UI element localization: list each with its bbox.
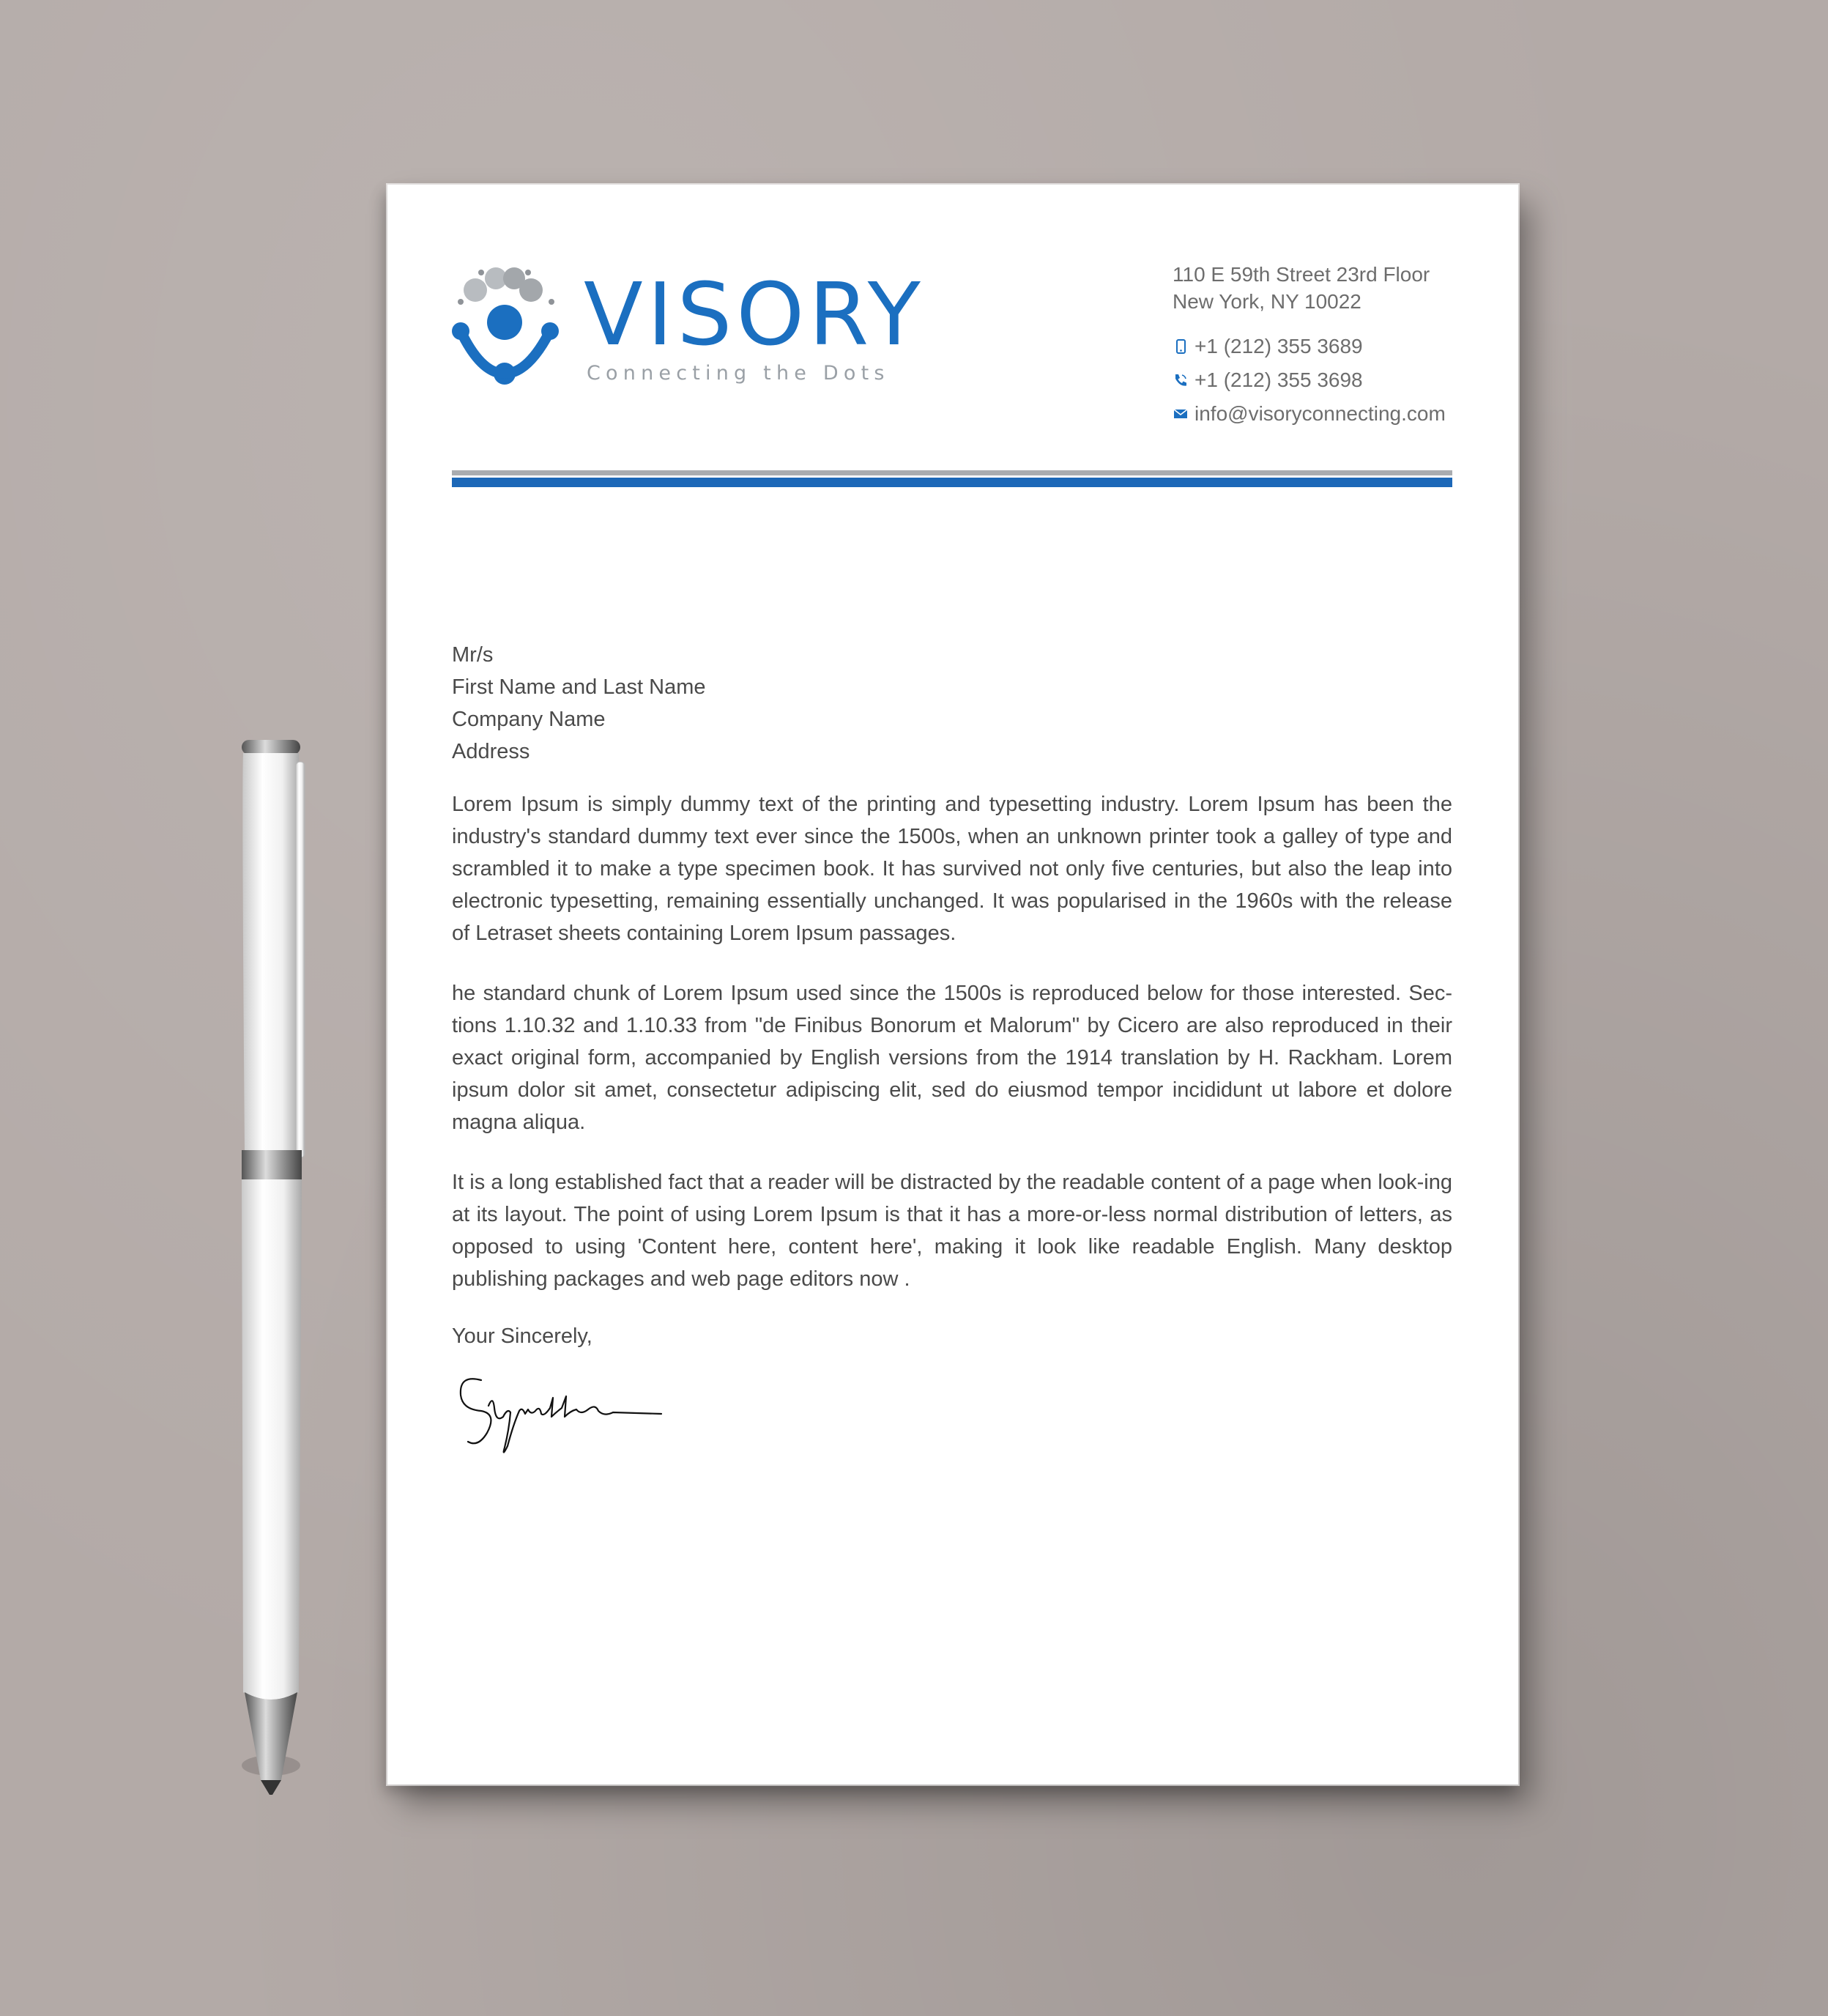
paragraph-2: he standard chunk of Lorem Ipsum used since the 1500s is reproduced below for those interested. Sec-tions 1.10.32 and 1.10.33 from "de Finibus Bonorum et Malorum" by Cicero are also reproduced in their exact original form, accompanied by English versions from the 1914 translation by H. Rackham. Lorem ipsum dolor sit amet, consectetur adipiscing elit, sed do eiusmod tempor incididunt ut labore et dolore magna aliqua. <box>452 982 1452 1134</box>
recipient-address: Address <box>452 740 530 763</box>
phone-mobile-row <box>1173 333 1487 360</box>
phone-office: +1 (212) 355 3698 <box>1194 368 1363 391</box>
email[interactable]: info@visoryconnecting.com <box>1194 402 1446 425</box>
recipient-salutation: Mr/s <box>452 643 494 667</box>
envelope-icon <box>1173 406 1189 422</box>
brand-name: VISORY <box>584 264 925 365</box>
letterhead-paper <box>387 185 1518 1785</box>
contact-block <box>1173 261 1487 427</box>
email-row <box>1173 400 1487 427</box>
phone-office-row <box>1173 366 1487 393</box>
phone-mobile: +1 (212) 355 3689 <box>1194 335 1363 357</box>
paragraph-1: Lorem Ipsum is simply dummy text of the printing and typesetting industry. Lorem Ipsum has been the industry's standard dummy text ever since the 1500s, when an unknown printer took a galley of type and scrambled it to make a type specimen book. It has survived not only five centuries, but also the leap into electronic typesetting, remaining essentially unchanged. It was popularised in the 1960s with the release of Letraset sheets containing Lorem Ipsum passages. <box>452 793 1452 945</box>
paragraph-3: It is a long established fact that a reader will be distracted by the readable content of a page when look-ing at its layout. The point of using Lorem Ipsum is that it has a more-or-less normal distribution of letters, as opposed to using 'Content here, content here', making it look like readable English. Many desktop publishing packages and web page editors now . <box>452 1171 1452 1291</box>
closing: Your Sincerely, <box>452 1324 592 1348</box>
brand-tagline: Connecting the Dots <box>587 362 890 385</box>
brand-logo <box>452 264 925 388</box>
telephone-icon <box>1173 372 1189 388</box>
mobile-phone-icon <box>1173 338 1189 355</box>
recipient-company: Company Name <box>452 708 606 731</box>
header-rule-gray <box>452 470 1452 475</box>
address-line-1: 110 E 59th Street 23rd Floor <box>1173 263 1430 286</box>
letter-body <box>452 639 1452 1470</box>
address-line-2: New York, NY 10022 <box>1173 290 1361 313</box>
connecting-dots-logo-icon <box>452 264 569 388</box>
header-rule-blue <box>452 478 1452 487</box>
recipient-name: First Name and Last Name <box>452 675 706 699</box>
pen <box>220 740 322 1795</box>
recipient-block <box>452 639 1452 768</box>
handwritten-signature <box>452 1365 664 1461</box>
